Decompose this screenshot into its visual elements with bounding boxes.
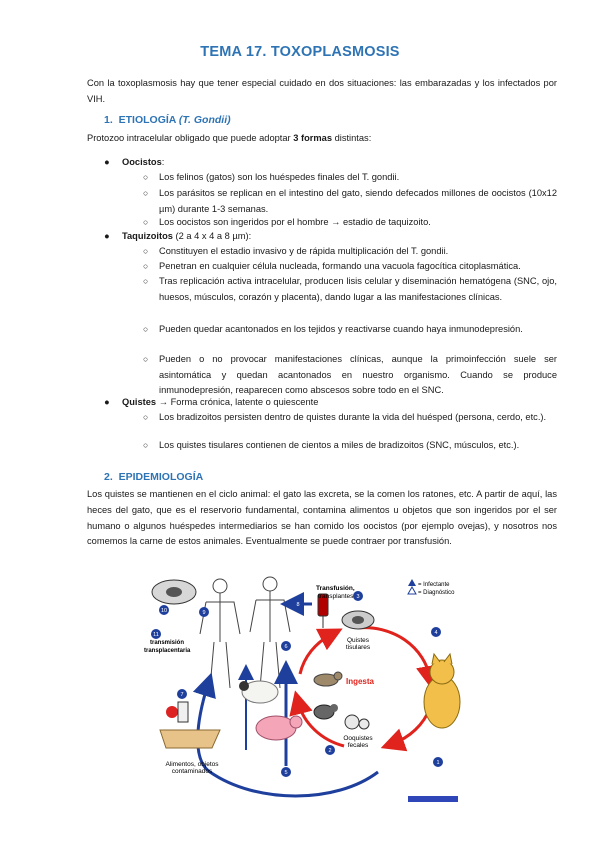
list-item: ○ Los quistes tisulares contienen de cientos a miles de bradizoitos (SNC, músculos, etc.). bbox=[143, 438, 557, 454]
list-item: ○ Pueden quedar acantonados en los tejidos y reactivarse cuando haya inmunodepresión. bbox=[143, 322, 557, 353]
bird-icon bbox=[314, 672, 342, 686]
label-alimentos: Alimentos, objetos bbox=[165, 761, 219, 768]
bullet-dot-icon: ● bbox=[104, 157, 110, 167]
tissue-cyst-icon bbox=[152, 580, 196, 604]
svg-text:= Diagnóstico: = Diagnóstico bbox=[418, 590, 455, 596]
bullet-circle-icon: ○ bbox=[143, 172, 149, 182]
step-number: 4 bbox=[434, 630, 438, 636]
label-ooquistes: Ooquistes bbox=[343, 735, 373, 742]
sheep-icon bbox=[239, 681, 278, 703]
bullet-circle-icon: ○ bbox=[143, 354, 149, 364]
bullet-circle-icon: ○ bbox=[143, 276, 149, 286]
bullet-circle-icon: ○ bbox=[143, 412, 149, 422]
page-title: TEMA 17. TOXOPLASMOSIS bbox=[200, 44, 400, 60]
step-number: 6 bbox=[284, 644, 288, 650]
etiologia-lead: Protozoo intracelular obligado que puede adoptar 3 formas distintas: bbox=[87, 133, 372, 143]
bullet-dot-icon: ● bbox=[104, 231, 110, 241]
label-tisulares: tisulares bbox=[345, 644, 371, 651]
pig-icon bbox=[256, 716, 302, 740]
bullet-circle-icon: ○ bbox=[143, 440, 149, 450]
oocyst-icon bbox=[345, 715, 369, 729]
legend-infectante bbox=[408, 579, 450, 588]
figure-source-bar bbox=[408, 796, 458, 802]
step-number: 1 bbox=[436, 760, 440, 766]
label-transplacentaria: transplacentaria bbox=[144, 648, 191, 654]
step-number: 10 bbox=[160, 608, 168, 614]
document-page: TEMA 17. TOXOPLASMOSIS Con la toxoplasmosis hay que tener especial cuidado en dos situaciones: las embarazadas y los infectados por VIH. 1. ETIOLOGÍA (T. Gondii) Protozoo intracelular obligado que puede adoptar 3 formas distintas: ● Oocistos: ○ Los felinos (gatos) son los huéspedes finales del T. gondii. ○ Los parásitos se replican en el intestino del gato, siendo defecados millones de oocistos (10x12 µm) durante 1-3 semanas. ○ Los oocistos son ingeridos por el hombre → estadio de taquizoito. ● Taquizoitos (2 a 4 x 4 a 8 µm): ○ Constituyen el estadio invasivo y de rápida multiplicación del T. gondii. ○ Penetran en cualquier célula nucleada, formando una vacuola fagocítica citoplasmática. ○ Tras replicación activa intracelular, producen lisis celular y diseminación hematógena (SNC, ojo, huesos, músculos, corazón y placenta), dando lugar a las manifestaciones clínicas. ○ Pueden quedar acantonados en los tejidos y reactivarse cuando haya inmunodepresión. ○ Pueden o no provocar manifestaciones clínicas, aunque la primoinfección suele ser asintomática y quedan acantonados en nuestro organismo. Cuando se produce inmunodepresión, reaparecen como abscesos sobre todo en el SNC. ● Quistes → Forma crónica, latente o quiescente ○ Los bradizoitos persisten dentro de quistes durante la vida del huésped (persona, cerdo, etc.). ○ Los quistes tisulares contienen de cientos a miles de bradizoitos (SNC, músculos, etc.). 2. EPIDEMIOLOGÍA Los quistes se mantienen en el ciclo animal: el gato las excreta, se la comen los ratones, etc. A partir de aquí, las heces del gato, que es el reservorio fundamental, contamina alimentos u objetos que son ingeridos por el ser humano o algunos huéspedes intermediarios se han comido los oocistos (por ejemplo ovejas), y nosotros nos comemos la carne de estos animales. Eventualmente se puede contraer por transfusión. Quistes tisulares Ingesta Ooquistes fecales Alimentos, objetos contaminados Transfusión, transplantes = Infectante = Diagnóstico transmisión transplacentaria 1 2 3 4 5 6 7 8 9 10 11 bbox=[0, 0, 600, 848]
list-item: ○ Los parásitos se replican en el intestino del gato, siendo defecados millones de oocistos (10x12 µm) durante 1-3 semanas. bbox=[143, 188, 557, 214]
mouse-icon bbox=[314, 704, 338, 719]
bullet-circle-icon: ○ bbox=[143, 324, 149, 334]
food-objects-icon bbox=[160, 702, 220, 748]
list-item: ○ Los felinos (gatos) son los huéspedes finales del T. gondii. bbox=[143, 170, 557, 186]
label-transfusion: Transfusión, bbox=[316, 585, 355, 592]
section-heading-epidemiologia: 2. EPIDEMIOLOGÍA bbox=[104, 471, 204, 483]
step-number: 9 bbox=[202, 610, 206, 616]
svg-text:= Infectante: = Infectante bbox=[418, 582, 450, 588]
step-number: 5 bbox=[284, 770, 288, 776]
bullet-circle-icon: ○ bbox=[143, 217, 149, 227]
intro-paragraph: Con la toxoplasmosis hay que tener especial cuidado en dos situaciones: las embarazadas y los infectados por VIH. bbox=[87, 78, 557, 104]
label-contaminados: contaminados bbox=[171, 768, 213, 775]
transmission-arrows bbox=[198, 604, 378, 796]
label-transmision: transmisión bbox=[150, 640, 185, 646]
bullet-dot-icon: ● bbox=[104, 397, 110, 407]
cat-icon bbox=[424, 654, 460, 728]
legend-diagnostico bbox=[408, 587, 455, 596]
bullet-circle-icon: ○ bbox=[143, 246, 149, 256]
human-figures-icon bbox=[200, 577, 290, 688]
list-item: ○ Los oocistos son ingeridos por el hombre → estadio de taquizoito. bbox=[143, 215, 557, 231]
list-item: ○ Penetran en cualquier célula nucleada, formando una vacuola fagocítica citoplasmática. bbox=[143, 259, 557, 275]
bullet-circle-icon: ○ bbox=[143, 261, 149, 271]
section-heading-etiologia: 1. ETIOLOGÍA (T. Gondii) bbox=[104, 114, 231, 126]
list-item: ○ Los bradizoitos persisten dentro de quistes durante la vida del huésped (persona, cerdo, etc.). bbox=[143, 410, 557, 441]
epidemiologia-paragraph: Los quistes se mantienen en el ciclo animal: el gato las excreta, se la comen los ratones, etc. A partir de aquí, las heces del gato, que es el reservorio fundamental, contamina alimentos u objetos que son ingeridos por el ser humano o algunos huéspedes intermediarios se han comido los oocistos (por ejemplo ovejas), y nosotros nos comemos la carne de estos animales. Eventualmente se puede contraer por transfusión. bbox=[87, 489, 557, 547]
label-fecales: fecales bbox=[347, 742, 369, 749]
list-item: ○ Constituyen el estadio invasivo y de rápida multiplicación del T. gondii. bbox=[143, 244, 557, 260]
life-cycle-figure bbox=[136, 572, 470, 804]
bullet-circle-icon: ○ bbox=[143, 188, 149, 198]
list-item: ○ Tras replicación activa intracelular, producen lisis celular y diseminación hematógena (SNC, ojo, huesos, músculos, corazón y placenta), dando lugar a las manifestaciones clínicas. bbox=[143, 276, 557, 302]
blood-bag-icon bbox=[318, 594, 328, 635]
label-transplantes: transplantes bbox=[318, 593, 354, 600]
step-number: 8 bbox=[296, 602, 300, 608]
step-number: 3 bbox=[356, 594, 360, 600]
quistes-tisulares-icon bbox=[342, 611, 374, 629]
list-item: ○ Pueden o no provocar manifestaciones clínicas, aunque la primoinfección suele ser asintomática y quedan acantonados en nuestro organismo. Cuando se produce inmunodepresión, reaparecen como abscesos sobre todo en el SNC. bbox=[143, 354, 557, 395]
label-quistes: Quistes bbox=[346, 637, 370, 644]
step-number: 7 bbox=[180, 692, 184, 698]
step-number: 2 bbox=[328, 748, 332, 754]
label-ingesta: Ingesta bbox=[345, 677, 375, 686]
step-number: 11 bbox=[153, 632, 159, 638]
